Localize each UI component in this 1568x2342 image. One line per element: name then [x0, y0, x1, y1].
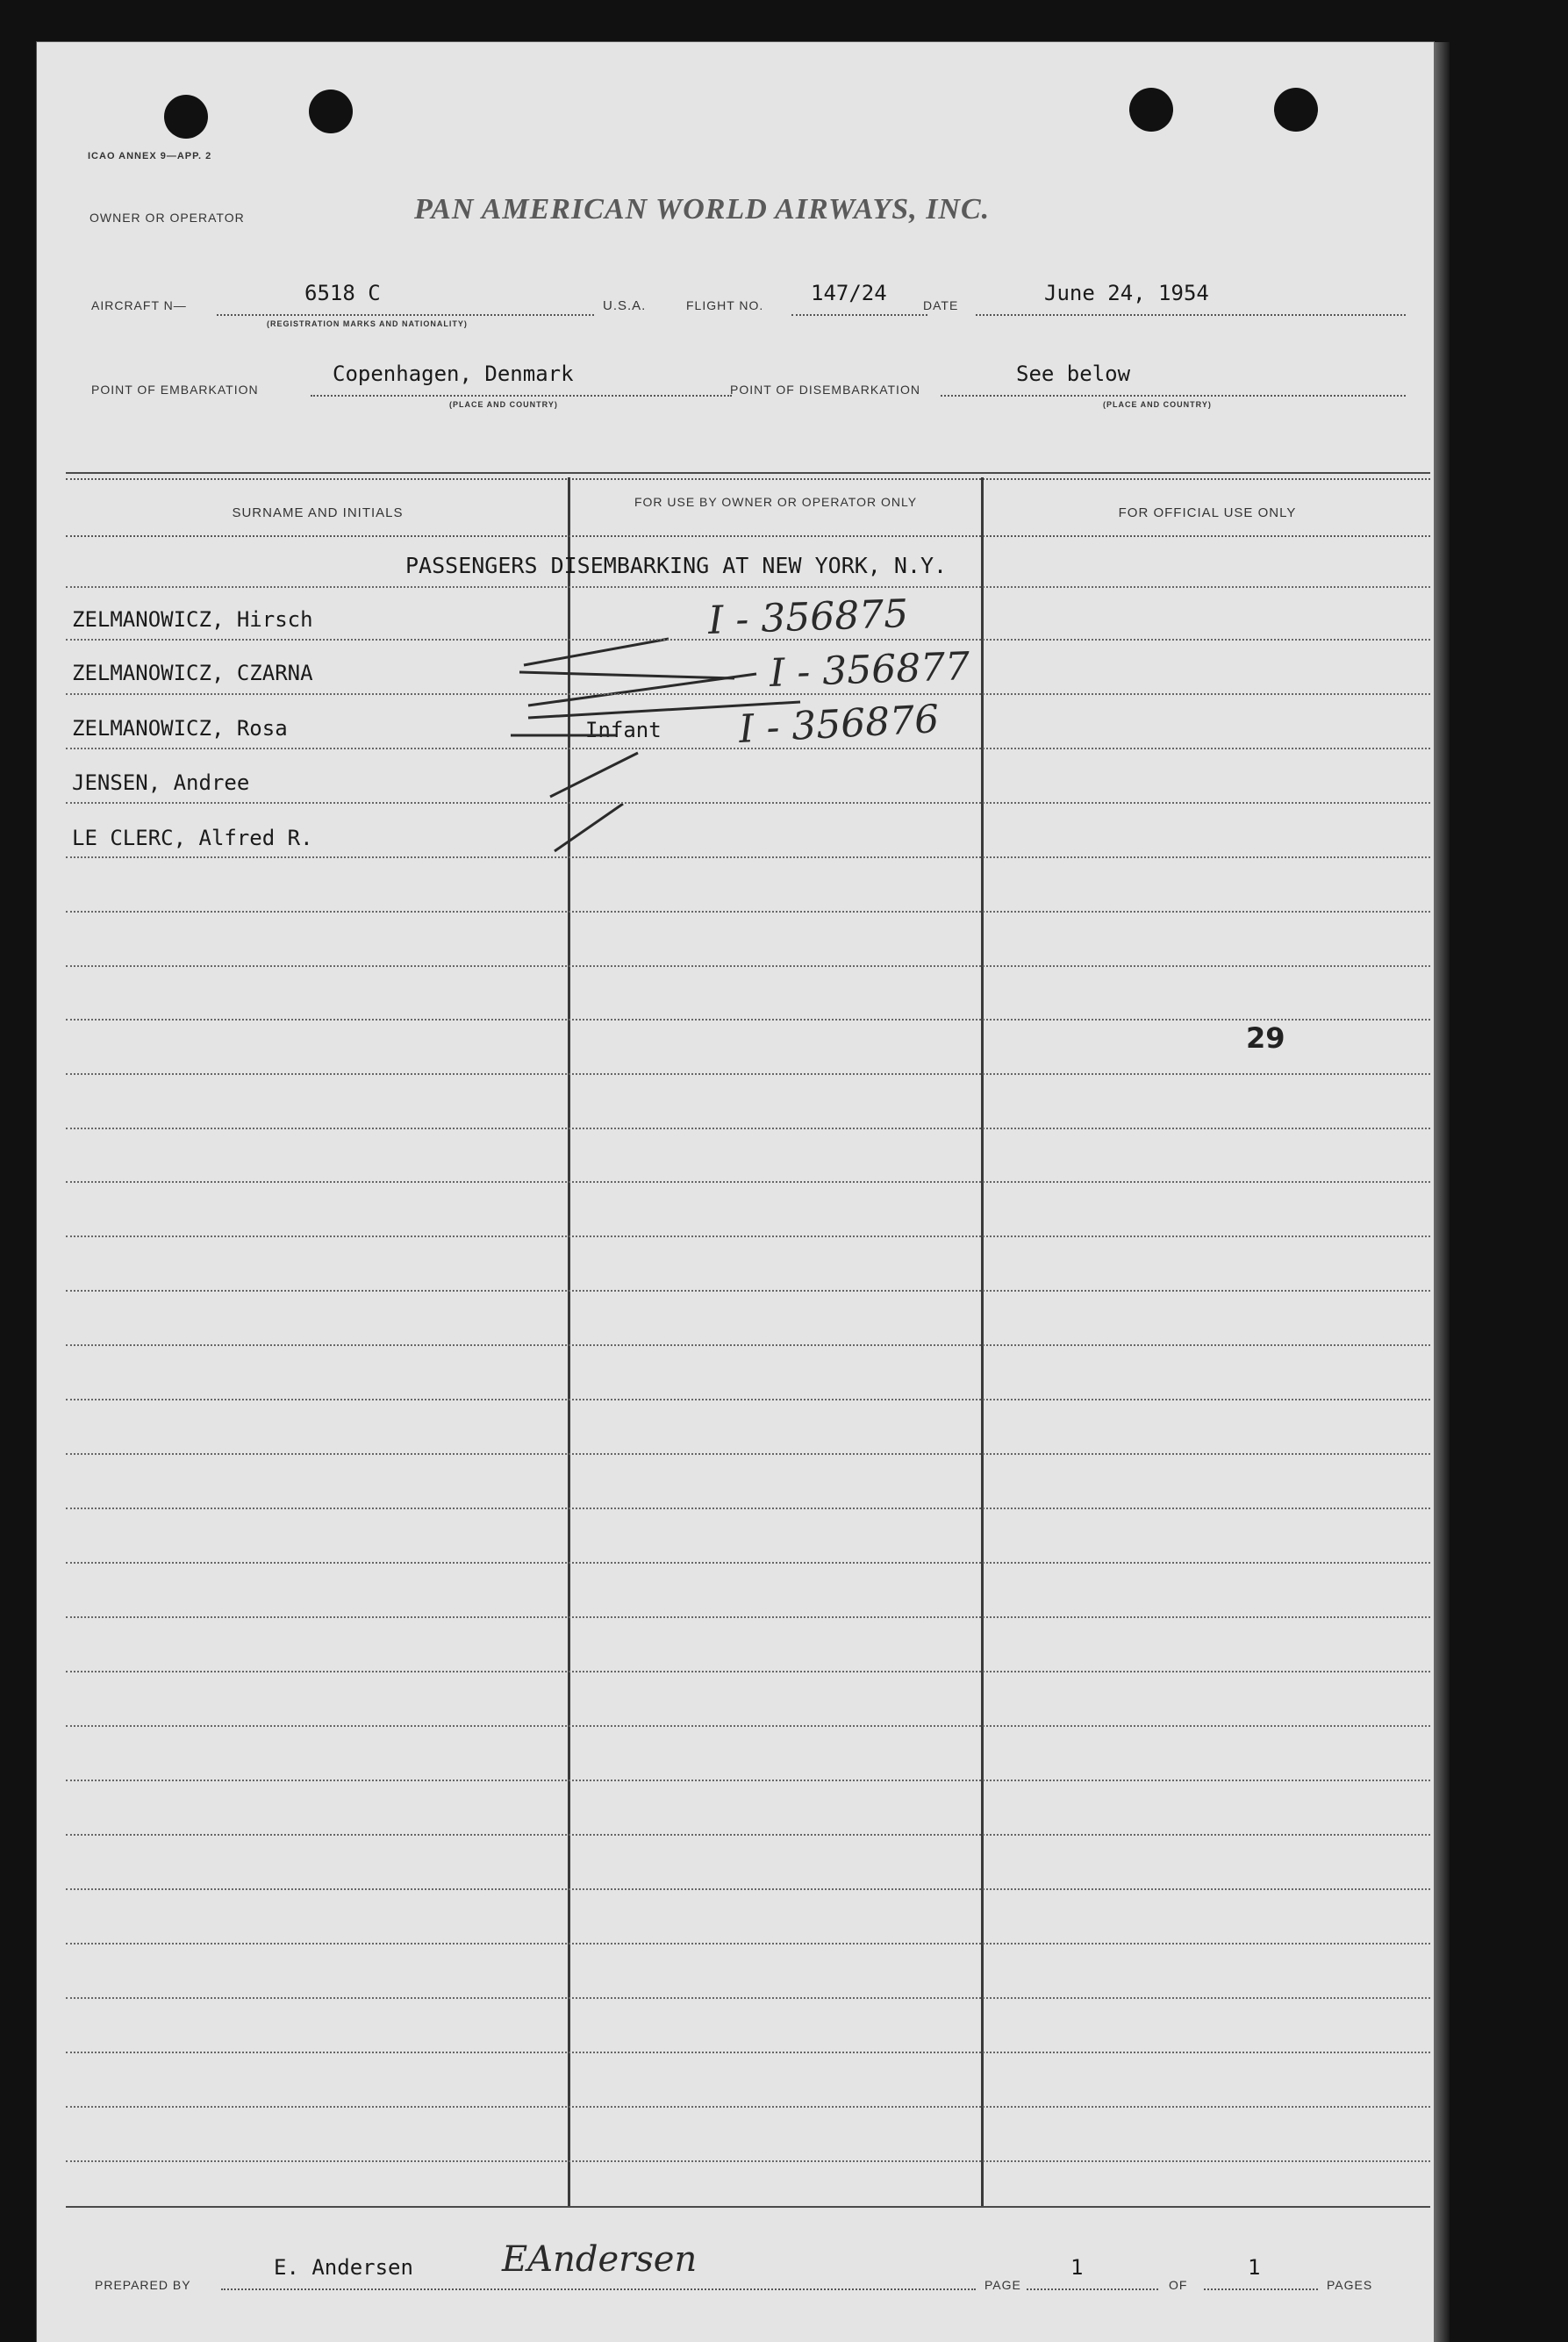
row-rule	[66, 2052, 1430, 2053]
row-rule	[66, 1834, 1430, 1836]
row-rule	[66, 1508, 1430, 1509]
total-line	[1204, 2288, 1318, 2290]
flight-label: FLIGHT NO.	[686, 298, 764, 312]
disembark-label: POINT OF DISEMBARKATION	[730, 383, 920, 397]
row-rule	[66, 965, 1430, 967]
row-rule	[66, 1562, 1430, 1564]
pages-label: PAGES	[1327, 2278, 1373, 2292]
of-label: OF	[1169, 2278, 1188, 2292]
owner-label: OWNER OR OPERATOR	[89, 211, 245, 225]
manifest-sheet	[37, 42, 1434, 2342]
handwritten-id: I - 356876	[737, 697, 941, 752]
row-rule	[66, 639, 1430, 641]
row-rule	[66, 586, 1430, 588]
prepared-by: E. Andersen	[274, 2255, 413, 2280]
annex-label: ICAO ANNEX 9—APP. 2	[88, 151, 212, 161]
row-rule	[66, 1128, 1430, 1129]
prepared-label: PREPARED BY	[95, 2278, 191, 2292]
row-rule	[66, 2106, 1430, 2108]
place-caption-2: (PLACE AND COUNTRY)	[1103, 400, 1212, 409]
row-rule	[66, 748, 1430, 749]
row-rule	[66, 1888, 1430, 1890]
prepared-line	[221, 2288, 976, 2290]
aircraft-value: 6518 C	[304, 281, 381, 305]
registration-caption: (REGISTRATION MARKS AND NATIONALITY)	[267, 319, 468, 328]
stamp-number: 29	[1246, 1021, 1285, 1055]
passenger-name: ZELMANOWICZ, Hirsch	[72, 607, 313, 632]
row-rule	[66, 1181, 1430, 1183]
tick-mark	[555, 804, 623, 851]
flight-value: 147/24	[811, 281, 887, 305]
section-heading: PASSENGERS DISEMBARKING AT NEW YORK, N.Y.	[405, 553, 948, 578]
row-rule	[66, 2160, 1430, 2162]
table-bottom-rule	[66, 2206, 1430, 2208]
handwritten-ticks	[37, 42, 1434, 920]
usa-label: U.S.A.	[603, 298, 647, 313]
handwritten-id: I - 356875	[707, 591, 910, 643]
row-rule	[66, 1453, 1430, 1455]
handwritten-id: I - 356877	[769, 644, 971, 696]
col-header-official: FOR OFFICIAL USE ONLY	[1118, 505, 1297, 520]
passenger-name: LE CLERC, Alfred R.	[72, 826, 313, 850]
col-header-surname: SURNAME AND INITIALS	[232, 505, 404, 520]
row-rule	[66, 1290, 1430, 1292]
page-number: 1	[1070, 2255, 1084, 2280]
row-rule	[66, 1073, 1430, 1075]
disembark-value: See below	[1016, 362, 1131, 386]
row-rule	[66, 856, 1430, 858]
operator-note: Infant	[585, 718, 662, 742]
row-rule	[66, 1725, 1430, 1727]
owner-name: PAN AMERICAN WORLD AIRWAYS, INC.	[414, 193, 991, 226]
tick-mark	[524, 639, 669, 665]
row-rule	[66, 1235, 1430, 1237]
page-label: PAGE	[984, 2278, 1021, 2292]
passenger-name: ZELMANOWICZ, CZARNA	[72, 661, 313, 685]
row-rule	[66, 1019, 1430, 1021]
row-rule	[66, 693, 1430, 695]
sheet-edge-shadow	[1434, 42, 1450, 2342]
row-rule	[66, 1344, 1430, 1346]
embark-value: Copenhagen, Denmark	[333, 362, 574, 386]
row-rule	[66, 1671, 1430, 1672]
row-rule	[66, 1780, 1430, 1781]
place-caption: (PLACE AND COUNTRY)	[449, 400, 558, 409]
page-total: 1	[1248, 2255, 1261, 2280]
signature: EAndersen	[502, 2239, 698, 2280]
tick-mark	[528, 702, 800, 718]
row-rule	[66, 911, 1430, 913]
tick-mark	[528, 674, 756, 705]
tick-mark	[550, 753, 638, 797]
row-rule	[66, 1943, 1430, 1945]
operator-header-text: FOR USE BY OWNER OR OPERATOR ONLY	[634, 495, 918, 509]
aircraft-label: AIRCRAFT N—	[91, 298, 187, 312]
passenger-name: ZELMANOWICZ, Rosa	[72, 716, 288, 741]
row-rule	[66, 1399, 1430, 1400]
date-label: DATE	[923, 298, 959, 312]
row-rule	[66, 1997, 1430, 1999]
page-line	[1027, 2288, 1158, 2290]
row-rule	[66, 802, 1430, 804]
passenger-name: JENSEN, Andree	[72, 770, 250, 795]
row-rule	[66, 1616, 1430, 1618]
embark-label: POINT OF EMBARKATION	[91, 383, 259, 397]
date-value: June 24, 1954	[1044, 281, 1209, 305]
tick-mark	[519, 672, 734, 678]
